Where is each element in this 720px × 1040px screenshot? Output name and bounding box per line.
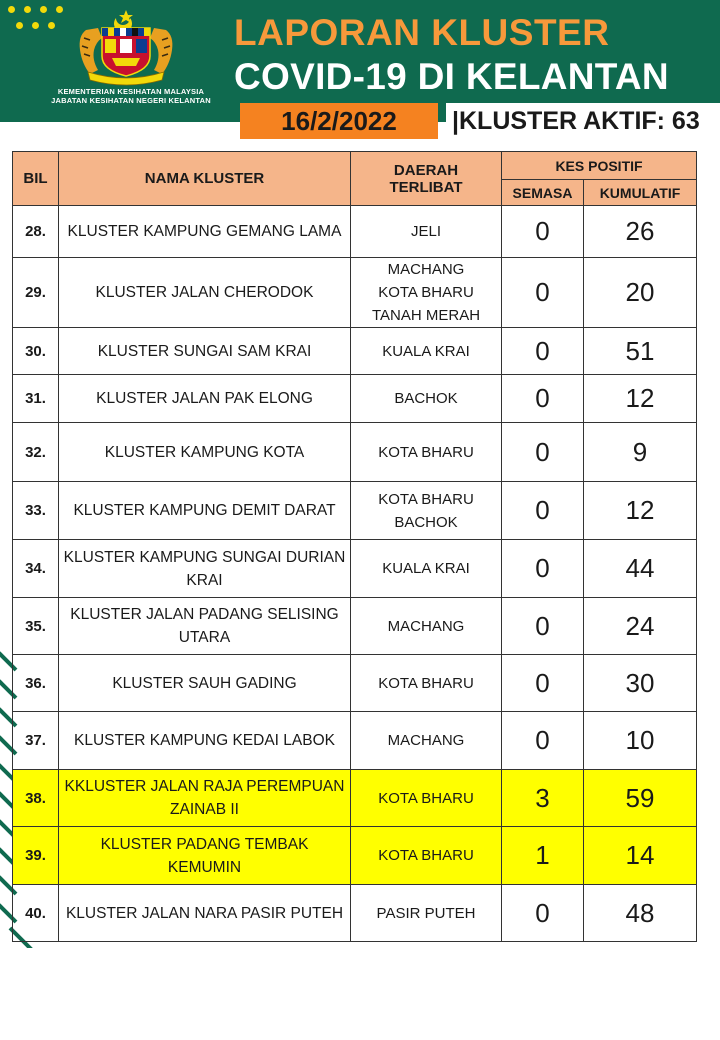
cell-nama-kluster: KKLUSTER JALAN RAJA PEREMPUAN ZAINAB II [59,770,351,827]
table-row [13,827,697,885]
cell-kumulatif: 30 [584,655,697,712]
daerah-name: KOTA BHARU [378,674,474,692]
table-row [13,598,697,655]
cell-daerah [351,540,502,598]
active-cluster-count [446,103,720,139]
cell-nama-kluster: KLUSTER SUNGAI SAM KRAI [59,328,351,375]
table-row [13,770,697,827]
cell-nama-kluster: KLUSTER KAMPUNG SUNGAI DURIAN KRAI [59,540,351,598]
daerah-name: KUALA KRAI [382,560,470,577]
active-cluster-label: |KLUSTER AKTIF: 63 [452,107,700,135]
header-kumulatif: KUMULATIF [584,180,697,206]
daerah-name: BACHOK [394,513,458,531]
cell-daerah [351,770,502,827]
ministry-caption [26,87,236,105]
cell-semasa: 0 [502,540,584,598]
ministry-line-1: KEMENTERIAN KESIHATAN MALAYSIA [57,87,205,96]
header-daerah-line-2: TERLIBAT [389,178,463,196]
header-semasa: SEMASA [502,180,584,206]
table-row [13,885,697,942]
cell-daerah [351,423,502,482]
cell-semasa: 0 [502,258,584,328]
daerah-name: MACHANG [387,261,465,278]
table-row [13,540,697,598]
cell-daerah [351,885,502,942]
cell-daerah [351,482,502,540]
cell-nama-kluster: KLUSTER KAMPUNG GEMANG LAMA [59,206,351,258]
cell-bil: 35. [13,598,59,655]
malaysia-coat-of-arms-icon [72,8,180,86]
cell-nama-kluster: KLUSTER SAUH GADING [59,655,351,712]
daerah-name: BACHOK [394,390,458,407]
cell-bil: 29. [13,258,59,328]
daerah-name: KOTA BHARU [378,284,474,301]
cell-bil: 33. [13,482,59,540]
cell-semasa: 0 [502,655,584,712]
header-kes-positif: KES POSITIF [502,152,697,180]
cell-semasa: 0 [502,206,584,258]
cell-semasa: 0 [502,423,584,482]
cell-bil: 34. [13,540,59,598]
cell-bil: 38. [13,770,59,827]
cell-kumulatif: 59 [584,770,697,827]
daerah-name: KOTA BHARU [378,847,474,864]
cell-semasa: 0 [502,598,584,655]
cell-bil: 31. [13,375,59,423]
cluster-table [12,151,697,942]
daerah-name: MACHANG [387,732,465,749]
cell-kumulatif: 24 [584,598,697,655]
daerah-name: PASIR PUTEH [376,904,476,922]
cell-nama-kluster: KLUSTER KAMPUNG DEMIT DARAT [59,482,351,540]
header-nama-kluster: NAMA KLUSTER [59,152,351,206]
table-row [13,258,697,328]
cell-semasa: 3 [502,770,584,827]
table-row [13,328,697,375]
header-daerah-terlibat [351,152,502,206]
cell-kumulatif: 12 [584,375,697,423]
table-row [13,655,697,712]
cell-nama-kluster: KLUSTER PADANG TEMBAK KEMUMIN [59,827,351,885]
cell-daerah [351,206,502,258]
cell-kumulatif: 12 [584,482,697,540]
cell-daerah [351,827,502,885]
cluster-table-body [13,206,697,942]
cell-kumulatif: 26 [584,206,697,258]
table-row [13,375,697,423]
cell-nama-kluster: KLUSTER JALAN CHERODOK [59,258,351,328]
cell-semasa: 0 [502,712,584,770]
cell-kumulatif: 10 [584,712,697,770]
cell-daerah [351,712,502,770]
ministry-line-2: JABATAN KESIHATAN NEGERI KELANTAN [51,96,211,105]
cell-nama-kluster: KLUSTER KAMPUNG KOTA [59,423,351,482]
daerah-name: KOTA BHARU [378,789,474,807]
cell-nama-kluster: KLUSTER KAMPUNG KEDAI LABOK [59,712,351,770]
cell-semasa: 0 [502,482,584,540]
cell-bil: 40. [13,885,59,942]
cell-kumulatif: 20 [584,258,697,328]
daerah-name: KOTA BHARU [378,443,474,461]
cluster-table-header [13,152,697,206]
cell-kumulatif: 14 [584,827,697,885]
cell-semasa: 1 [502,827,584,885]
cell-bil: 30. [13,328,59,375]
table-row [13,206,697,258]
cell-nama-kluster: KLUSTER JALAN PAK ELONG [59,375,351,423]
cell-semasa: 0 [502,885,584,942]
cell-daerah [351,258,502,328]
cell-nama-kluster: KLUSTER JALAN PADANG SELISING UTARA [59,598,351,655]
daerah-name: JELI [410,223,441,240]
daerah-name: MACHANG [387,617,465,635]
page-title-line-2: COVID-19 DI KELANTAN [234,56,669,97]
cell-bil: 36. [13,655,59,712]
cell-semasa: 0 [502,328,584,375]
cell-bil: 39. [13,827,59,885]
cell-daerah [351,598,502,655]
table-row [13,423,697,482]
cell-kumulatif: 9 [584,423,697,482]
cell-semasa: 0 [502,375,584,423]
cell-kumulatif: 51 [584,328,697,375]
daerah-name: KOTA BHARU [378,490,474,508]
header-daerah-line-1: DAERAH [393,161,459,179]
cell-daerah [351,655,502,712]
daerah-name: KUALA KRAI [382,342,470,360]
header-bil: BIL [13,152,59,206]
cell-daerah [351,375,502,423]
cell-kumulatif: 48 [584,885,697,942]
cell-nama-kluster: KLUSTER JALAN NARA PASIR PUTEH [59,885,351,942]
page-title-line-1: LAPORAN KLUSTER [234,12,610,53]
daerah-name: TANAH MERAH [371,307,481,324]
table-row [13,482,697,540]
cell-bil: 32. [13,423,59,482]
cell-bil: 28. [13,206,59,258]
cell-daerah [351,328,502,375]
cell-kumulatif: 44 [584,540,697,598]
table-row [13,712,697,770]
cell-bil: 37. [13,712,59,770]
report-date-badge: 16/2/2022 [240,103,438,139]
